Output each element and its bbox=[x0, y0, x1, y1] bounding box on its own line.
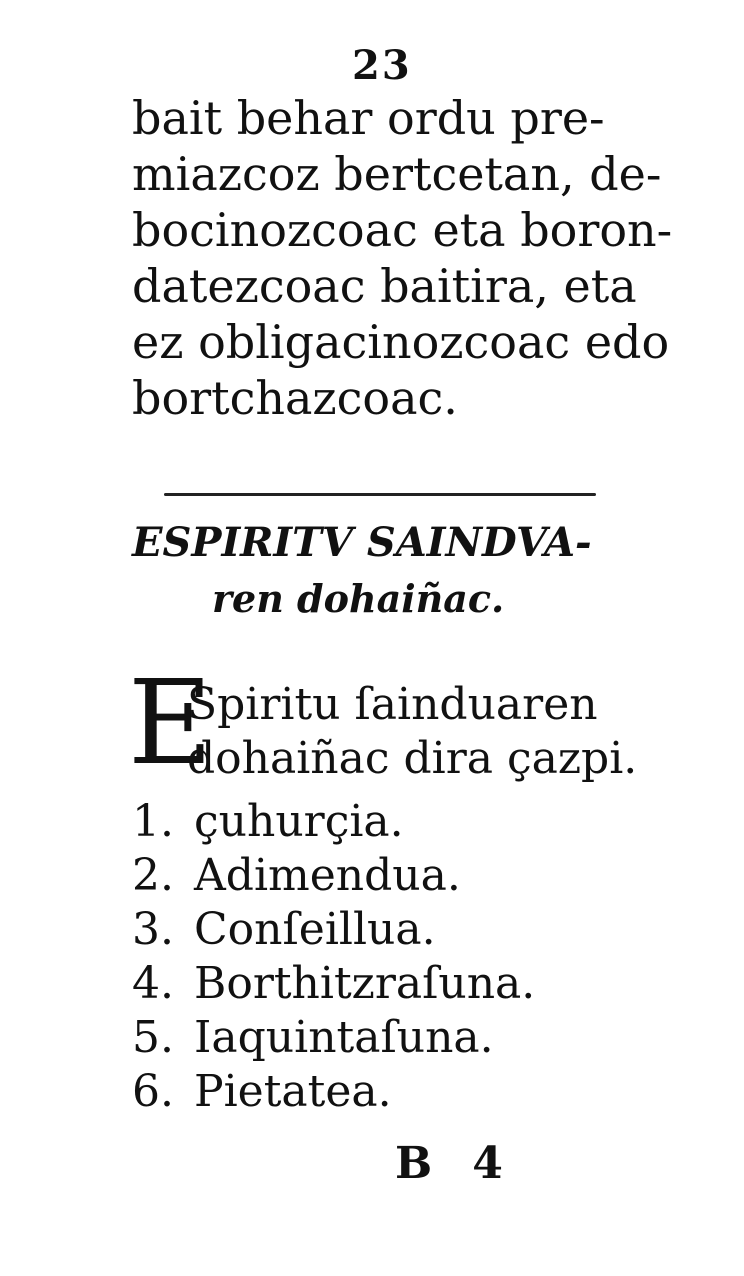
list-item-text: Adimendua. bbox=[194, 850, 461, 901]
list-item-number: 4. bbox=[132, 958, 174, 1009]
list-item-text: Conſeillua. bbox=[194, 904, 436, 955]
list-item bbox=[132, 903, 535, 957]
page-number: 23 bbox=[352, 42, 412, 89]
list-item-text: Pietatea. bbox=[194, 1066, 392, 1117]
heading-line-2: ren dohaiñac. bbox=[212, 576, 505, 621]
list-item-text: Iaquintaſuna. bbox=[194, 1012, 494, 1063]
intro-line-1: Spiritu ſainduaren bbox=[187, 679, 598, 730]
list-item-number: 5. bbox=[132, 1012, 174, 1063]
list-item-text: çuhurçia. bbox=[194, 796, 404, 847]
list-item bbox=[132, 1065, 535, 1119]
body-paragraph bbox=[132, 90, 673, 426]
list-item-text: Borthitzraſuna. bbox=[194, 958, 536, 1009]
list-item bbox=[132, 849, 535, 903]
paragraph-line: bocinozcoac eta boron- bbox=[132, 203, 673, 257]
heading-line-1: ESPIRITV SAINDVA- bbox=[132, 519, 592, 566]
paragraph-line: bait behar ordu pre- bbox=[132, 91, 605, 145]
list-item-number: 1. bbox=[132, 796, 174, 847]
signature-letter: B bbox=[395, 1138, 433, 1189]
intro-line-2: dohaiñac dira çazpi. bbox=[187, 733, 638, 784]
list-item-number: 2. bbox=[132, 850, 174, 901]
list-item bbox=[132, 1011, 535, 1065]
list-item bbox=[132, 957, 535, 1011]
paragraph-line: bortchazcoac. bbox=[132, 371, 458, 425]
list-item-number: 3. bbox=[132, 904, 174, 955]
paragraph-line: ez obligacinozcoac edo bbox=[132, 315, 670, 369]
section-divider bbox=[164, 493, 596, 496]
paragraph-line: datezcoac baitira, eta bbox=[132, 259, 637, 313]
intro-text bbox=[187, 678, 637, 786]
paragraph-line: miazcoz bertcetan, de- bbox=[132, 147, 662, 201]
section-heading bbox=[132, 515, 592, 627]
signature-mark bbox=[395, 1138, 503, 1189]
drop-cap: E bbox=[128, 656, 213, 791]
signature-number: 4 bbox=[472, 1138, 503, 1189]
gifts-list bbox=[132, 795, 535, 1119]
list-item-number: 6. bbox=[132, 1066, 174, 1117]
list-item bbox=[132, 795, 535, 849]
